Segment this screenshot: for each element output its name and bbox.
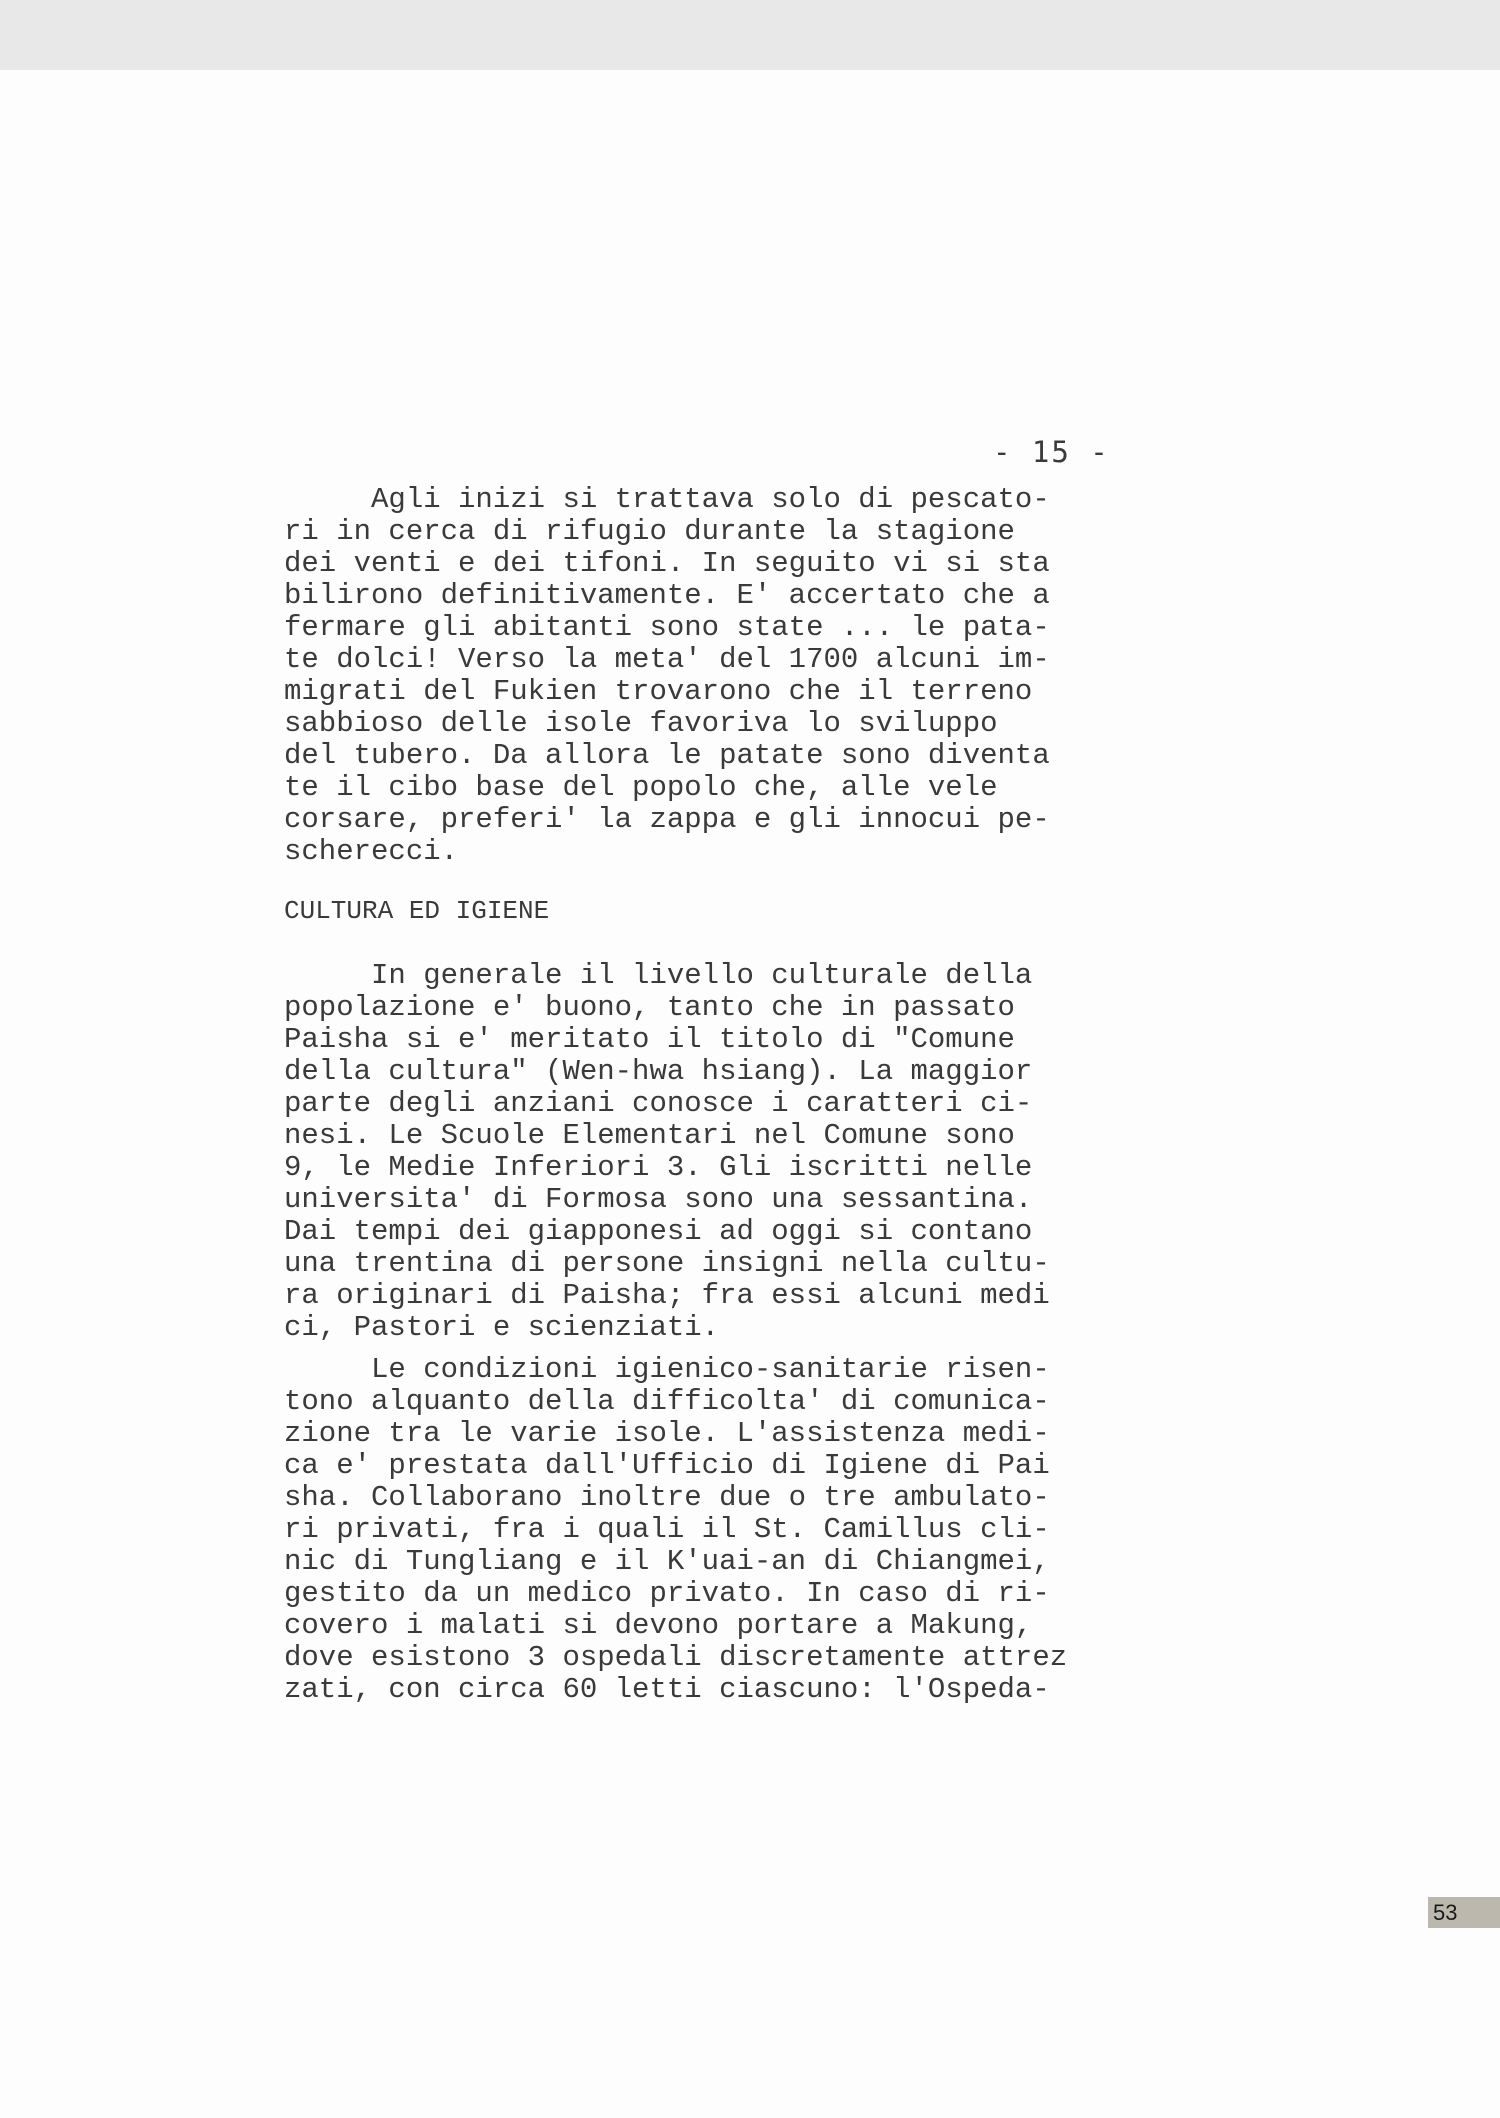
text-line: zati, con circa 60 letti ciascuno: l'Ospeda-: [284, 1673, 1050, 1706]
text-line: Le condizioni igienico-sanitarie risen-: [284, 1353, 1050, 1386]
text-line: parte degli anziani conosce i caratteri ci-: [284, 1087, 1033, 1120]
text-line: te dolci! Verso la meta' del 1700 alcuni im-: [284, 643, 1050, 676]
text-line: sabbioso delle isole favoriva lo sviluppo: [284, 707, 998, 740]
text-line: universita' di Formosa sono una sessantina.: [284, 1183, 1033, 1216]
text-line: gestito da un medico privato. In caso di ri-: [284, 1577, 1050, 1610]
text-line: zione tra le varie isole. L'assistenza medi-: [284, 1417, 1050, 1450]
text-line: della cultura" (Wen-hwa hsiang). La maggior: [284, 1055, 1033, 1088]
text-line: scherecci.: [284, 835, 459, 868]
text-line: ci, Pastori e scienziati.: [284, 1311, 720, 1344]
text-line: 9, le Medie Inferiori 3. Gli iscritti nelle: [284, 1151, 1033, 1184]
text-line: migrati del Fukien trovarono che il terreno: [284, 675, 1033, 708]
text-line: Paisha si e' meritato il titolo di "Comune: [284, 1023, 1015, 1056]
text-line: In generale il livello culturale della: [284, 959, 1033, 992]
scan-top-band: [0, 0, 1500, 70]
text-line: ri privati, fra i quali il St. Camillus cli-: [284, 1513, 1050, 1546]
text-line: ri in cerca di rifugio durante la stagione: [284, 515, 1015, 548]
text-line: tono alquanto della difficolta' di comunica-: [284, 1385, 1050, 1418]
text-line: nesi. Le Scuole Elementari nel Comune sono: [284, 1119, 1015, 1152]
text-line: bilirono definitivamente. E' accertato che a: [284, 579, 1050, 612]
paragraph-culture: [284, 960, 1050, 1344]
paragraph-origins: [284, 484, 1050, 868]
text-line: ca e' prestata dall'Ufficio di Igiene di Pai: [284, 1449, 1050, 1482]
text-line: dove esistono 3 ospedali discretamente attrez: [284, 1641, 1068, 1674]
text-line: te il cibo base del popolo che, alle vele: [284, 771, 998, 804]
section-heading: CULTURA ED IGIENE: [284, 896, 550, 926]
text-line: del tubero. Da allora le patate sono diventa: [284, 739, 1050, 772]
text-line: Dai tempi dei giapponesi ad oggi si contano: [284, 1215, 1033, 1248]
page-number: - 15 -: [993, 435, 1110, 469]
text-line: covero i malati si devono portare a Makung,: [284, 1609, 1033, 1642]
text-line: ra originari di Paisha; fra essi alcuni medi: [284, 1279, 1050, 1312]
text-line: popolazione e' buono, tanto che in passato: [284, 991, 1015, 1024]
text-line: una trentina di persone insigni nella cultu-: [284, 1247, 1050, 1280]
text-line: fermare gli abitanti sono state ... le pata-: [284, 611, 1050, 644]
text-line: sha. Collaborano inoltre due o tre ambulato-: [284, 1481, 1050, 1514]
text-line: nic di Tungliang e il K'uai-an di Chiangmei,: [284, 1545, 1050, 1578]
text-line: corsare, preferi' la zappa e gli innocui pe-: [284, 803, 1050, 836]
paragraph-hygiene: [284, 1354, 1067, 1706]
text-line: Agli inizi si trattava solo di pescato-: [284, 483, 1050, 516]
folio-number: 53: [1428, 1897, 1500, 1928]
text-line: dei venti e dei tifoni. In seguito vi si sta: [284, 547, 1050, 580]
